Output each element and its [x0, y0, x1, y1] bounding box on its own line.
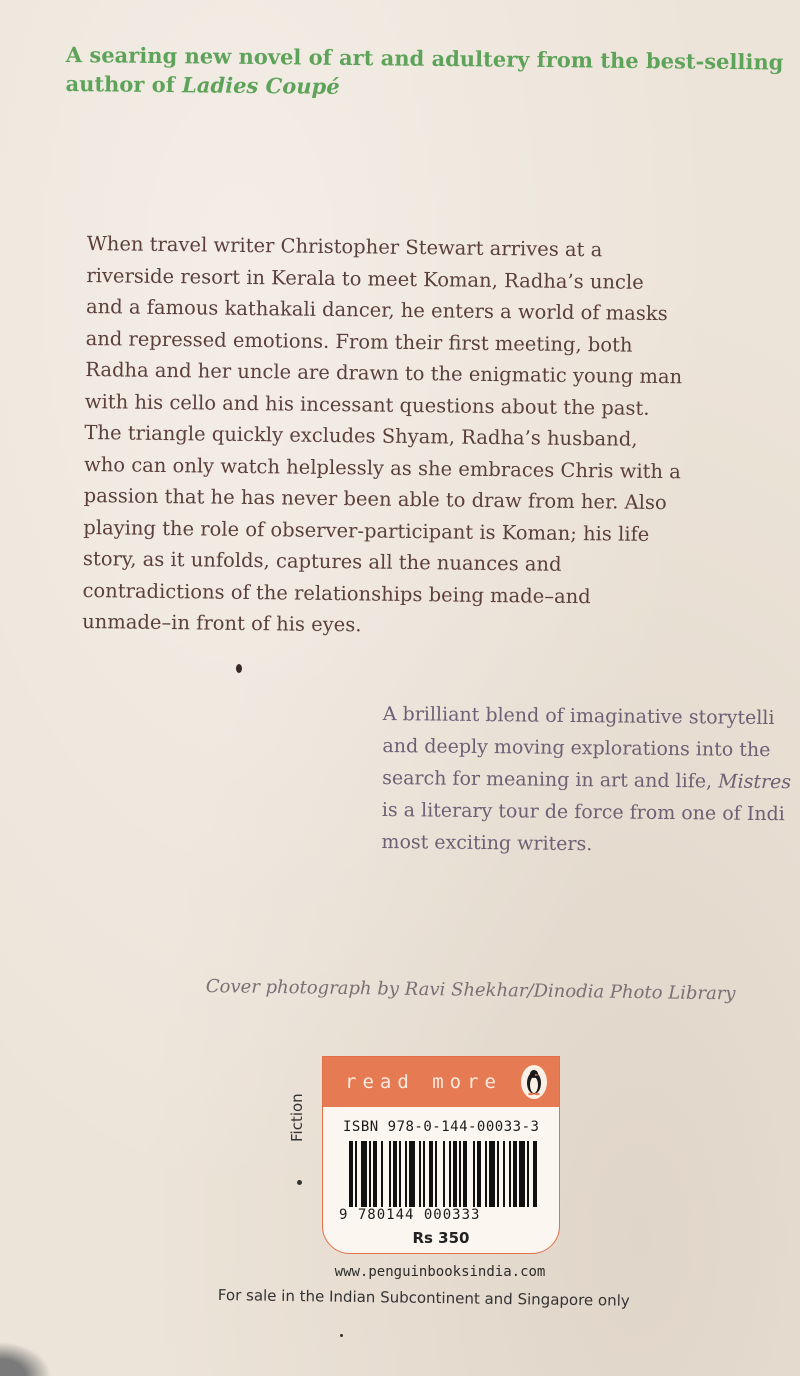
barcode-bar [349, 1141, 353, 1207]
barcode-panel [322, 1056, 560, 1254]
barcode-bar [389, 1141, 391, 1207]
ink-speck [340, 1334, 343, 1337]
barcode-bar [533, 1141, 537, 1207]
publisher-website: www.penguinbooksindia.com [334, 1264, 546, 1280]
price-label: Rs 350 [412, 1229, 470, 1247]
barcode-bar [519, 1141, 525, 1207]
barcode-bar [513, 1141, 517, 1207]
photo-credit: Cover photograph by Ravi Shekhar/Dinodia Photo Library [205, 976, 736, 1005]
barcode-bar [497, 1141, 499, 1207]
barcode-bar [527, 1141, 529, 1207]
praise-line-2: and deeply moving explorations into the [382, 734, 771, 762]
praise-line-3 [382, 762, 800, 799]
read-more-banner [323, 1057, 559, 1107]
barcode-bar [449, 1141, 451, 1207]
isbn-text: ISBN 978-0-144-00033-3 [343, 1119, 540, 1135]
read-more-label: read more [345, 1071, 502, 1093]
praise-book-title: Mistres [718, 770, 792, 794]
barcode-bars [349, 1141, 539, 1207]
barcode-bar [355, 1141, 357, 1207]
barcode-bar [381, 1141, 383, 1207]
barcode-bar [489, 1141, 495, 1207]
barcode-bar [459, 1141, 461, 1207]
sale-territory-note: For sale in the Indian Subcontinent and Singapore only [217, 1286, 630, 1310]
penguin-logo-icon [521, 1065, 547, 1099]
praise-quote [381, 698, 800, 862]
barcode-bar [373, 1141, 377, 1207]
tagline-text: A searing new novel of art and adultery from the best-selling author of [65, 41, 784, 98]
barcode-bar [405, 1141, 407, 1207]
praise-line-4: is a literary tour de force from one of Indi [381, 798, 785, 826]
barcode-bar [393, 1141, 397, 1207]
barcode-bar [443, 1141, 445, 1207]
praise-line-1: A brilliant blend of imaginative storytelli [382, 702, 775, 730]
barcode-bar [473, 1141, 475, 1207]
barcode-bar [429, 1141, 433, 1207]
barcode-bar [409, 1141, 415, 1207]
barcode-bar [503, 1141, 505, 1207]
barcode-bar [419, 1141, 421, 1207]
praise-line-5: most exciting writers. [381, 830, 593, 856]
barcode-bar [485, 1141, 487, 1207]
barcode-bar [453, 1141, 457, 1207]
barcode-bar [435, 1141, 437, 1207]
tagline-book-title: Ladies Coupé [181, 72, 340, 99]
barcode-bar [423, 1141, 425, 1207]
category-label: Fiction [288, 1093, 306, 1142]
category-bullet [297, 1180, 302, 1185]
praise-line-3-text: search for meaning in art and life, [382, 766, 713, 793]
synopsis-text: When travel writer Christopher Stewart arrives at a riverside resort in Kerala to meet Koman, Radha’s uncle and a famous kathakali dancer, he enters a world of masks and repressed emotions. From their first meeting, both Radha and her uncle are drawn to the enigmatic young man with his cello and his incessant questions about the past. The triangle quickly excludes Shyam, Radha’s husband, who can only watch helplessly as she embraces Chris with a passion that he has never been able to draw from her. Also playing the role of observer-participant is Koman; his life story, as it unfolds, captures all the nuances and contradictions of the relationships being made–and unmade–in front of his eyes. [82, 231, 683, 637]
barcode-bar [361, 1141, 367, 1207]
barcode-bar [463, 1141, 467, 1207]
barcode-bar [509, 1141, 511, 1207]
barcode-bar [399, 1141, 401, 1207]
ink-speck [236, 664, 242, 673]
cover-tagline [65, 40, 786, 106]
synopsis [82, 228, 687, 645]
barcode-bar [369, 1141, 371, 1207]
barcode-bar [477, 1141, 481, 1207]
barcode-number: 9 780144 000333 [339, 1207, 481, 1223]
worn-corner [0, 1336, 60, 1376]
